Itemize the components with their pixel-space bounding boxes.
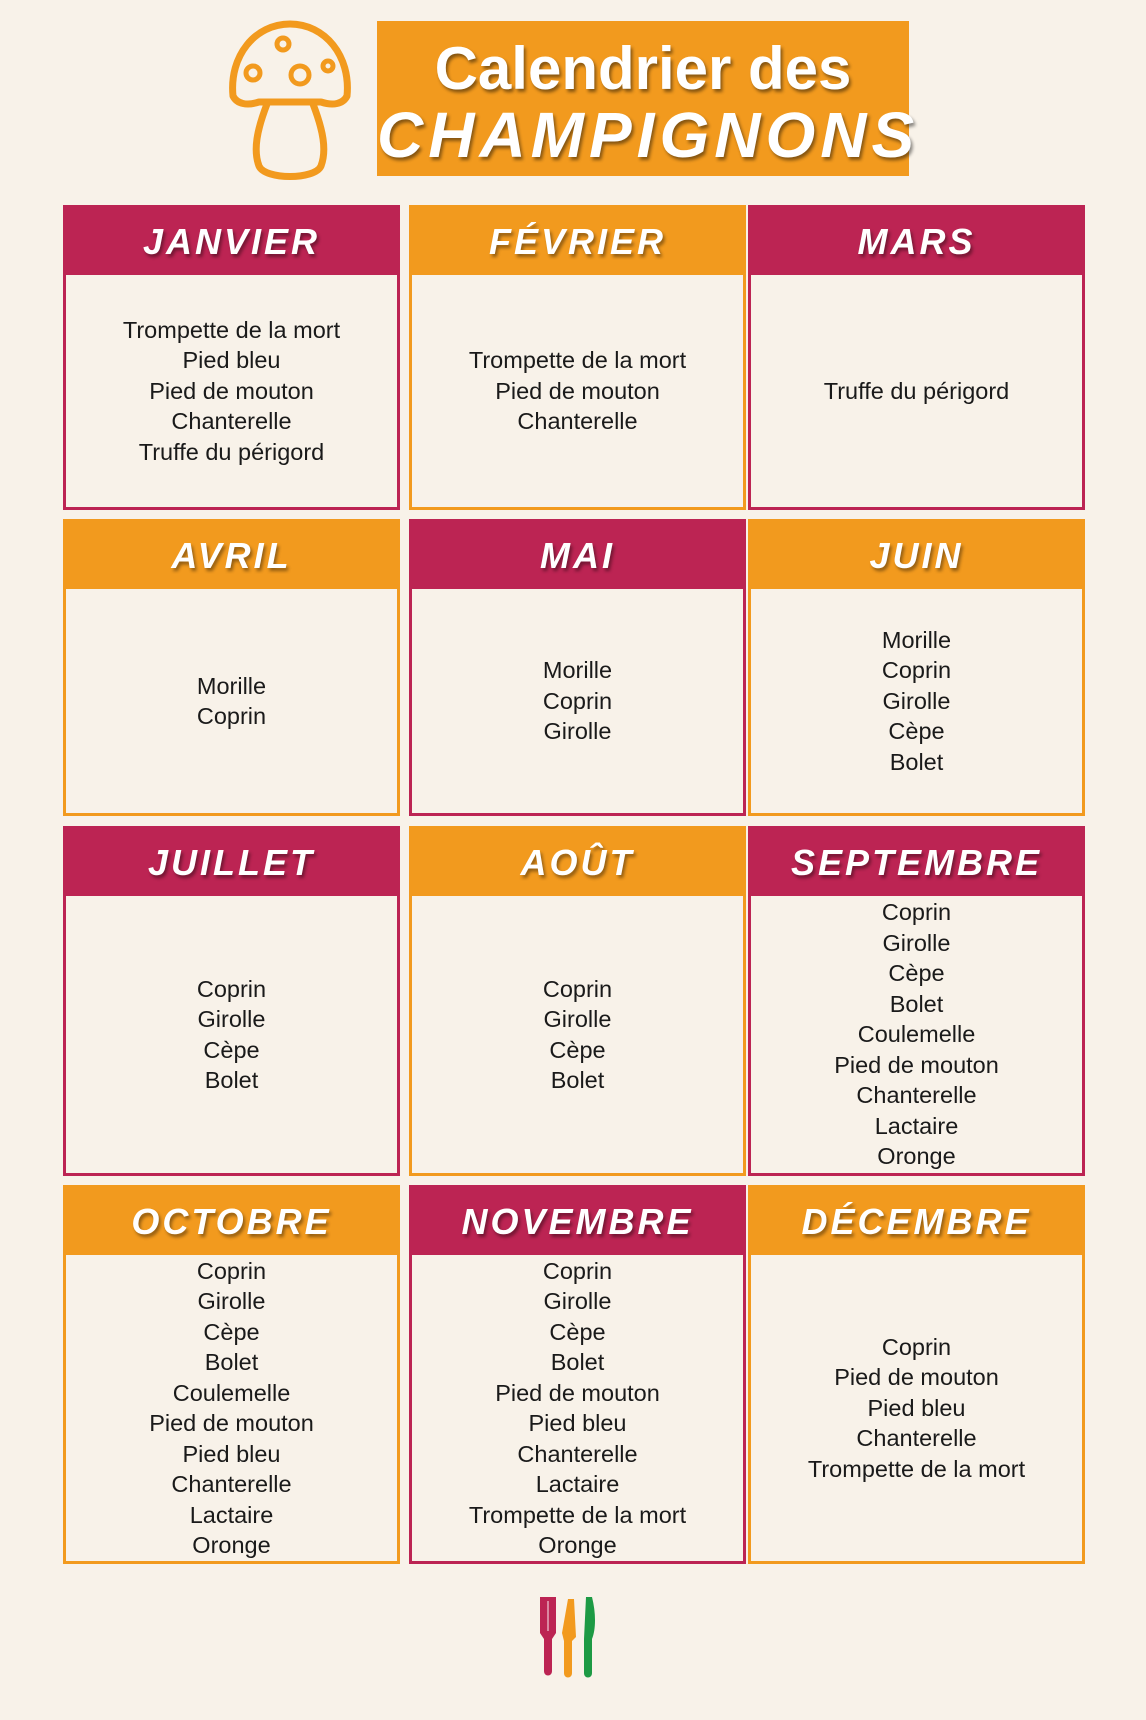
mushroom-list bbox=[66, 896, 397, 1173]
list-item: Lactaire bbox=[189, 1501, 274, 1528]
list-item: Pied de mouton bbox=[495, 1379, 660, 1406]
list-item: Chanterelle bbox=[171, 408, 292, 435]
title-line-1: Calendrier des bbox=[434, 35, 852, 102]
list-item: Coprin bbox=[881, 1333, 952, 1360]
header bbox=[0, 0, 1146, 190]
mushroom-icon bbox=[225, 20, 355, 180]
list-item: Trompette de la mort bbox=[468, 1501, 687, 1528]
list-item: Girolle bbox=[543, 1006, 612, 1032]
list-item: Morille bbox=[196, 672, 267, 699]
month-title: MARS bbox=[751, 208, 1082, 275]
list-item: Coprin bbox=[542, 1257, 613, 1284]
list-item: Bolet bbox=[204, 1067, 259, 1093]
list-item: Pied de mouton bbox=[834, 1364, 999, 1391]
mushroom-list bbox=[412, 896, 743, 1173]
list-item: Trompette de la mort bbox=[807, 1455, 1026, 1482]
mushroom-list bbox=[751, 896, 1082, 1173]
list-item: Cèpe bbox=[888, 718, 945, 745]
list-item: Cèpe bbox=[203, 1318, 260, 1345]
knives-logo-icon bbox=[534, 1593, 614, 1683]
list-item: Coulemelle bbox=[857, 1021, 976, 1048]
list-item: Lactaire bbox=[874, 1112, 959, 1139]
month-card-8 bbox=[409, 826, 746, 1176]
list-item: Coulemelle bbox=[172, 1379, 291, 1406]
list-item: Pied de mouton bbox=[834, 1051, 999, 1078]
list-item: Chanterelle bbox=[517, 1440, 638, 1467]
list-item: Oronge bbox=[538, 1532, 617, 1558]
list-item: Truffe du périgord bbox=[823, 377, 1010, 404]
list-item: Cèpe bbox=[203, 1036, 260, 1063]
month-card-9 bbox=[748, 826, 1085, 1176]
list-item: Coprin bbox=[196, 703, 267, 729]
month-title: JUIN bbox=[751, 522, 1082, 589]
list-item: Girolle bbox=[197, 1288, 266, 1314]
month-card-7 bbox=[63, 826, 400, 1176]
list-item: Coprin bbox=[196, 975, 267, 1002]
list-item: Pied de mouton bbox=[149, 1410, 314, 1436]
list-item: Pied bleu bbox=[867, 1394, 966, 1421]
month-card-12 bbox=[748, 1185, 1085, 1564]
list-item: Coprin bbox=[542, 975, 613, 1002]
mushroom-list bbox=[412, 1255, 743, 1561]
mushroom-list bbox=[412, 275, 743, 507]
month-title: AOÛT bbox=[412, 829, 743, 896]
list-item: Cèpe bbox=[888, 960, 945, 987]
list-item: Morille bbox=[881, 626, 952, 653]
list-item: Bolet bbox=[550, 1067, 605, 1093]
list-item: Coprin bbox=[542, 687, 613, 714]
list-item: Cèpe bbox=[549, 1036, 606, 1063]
month-card-5 bbox=[409, 519, 746, 816]
list-item: Pied bleu bbox=[182, 347, 281, 374]
list-item: Coprin bbox=[196, 1257, 267, 1284]
mushroom-list bbox=[751, 589, 1082, 813]
month-title: DÉCEMBRE bbox=[751, 1188, 1082, 1255]
list-item: Chanterelle bbox=[517, 408, 638, 435]
list-item: Coprin bbox=[881, 657, 952, 684]
month-title: FÉVRIER bbox=[412, 208, 743, 275]
month-card-4 bbox=[63, 519, 400, 816]
title-banner bbox=[377, 21, 920, 176]
mushroom-list bbox=[751, 275, 1082, 507]
month-card-6 bbox=[748, 519, 1085, 816]
list-item: Lactaire bbox=[535, 1471, 620, 1497]
list-item: Truffe du périgord bbox=[138, 438, 325, 465]
list-item: Girolle bbox=[882, 929, 951, 956]
list-item: Girolle bbox=[197, 1006, 266, 1032]
list-item: Girolle bbox=[543, 1288, 612, 1314]
list-item: Pied de mouton bbox=[495, 377, 660, 404]
month-title: JUILLET bbox=[66, 829, 397, 896]
list-item: Trompette de la mort bbox=[122, 316, 341, 343]
list-item: Oronge bbox=[192, 1532, 271, 1558]
list-item: Bolet bbox=[204, 1349, 259, 1375]
list-item: Coprin bbox=[881, 899, 952, 926]
month-title: MAI bbox=[412, 522, 743, 589]
mushroom-list bbox=[66, 1255, 397, 1561]
month-card-1 bbox=[63, 205, 400, 510]
list-item: Chanterelle bbox=[856, 1082, 977, 1109]
list-item: Pied bleu bbox=[528, 1410, 627, 1436]
list-item: Bolet bbox=[889, 748, 944, 775]
list-item: Girolle bbox=[882, 687, 951, 714]
mushroom-list bbox=[66, 275, 397, 507]
list-item: Pied bleu bbox=[182, 1440, 281, 1467]
month-title: OCTOBRE bbox=[66, 1188, 397, 1255]
list-item: Trompette de la mort bbox=[468, 347, 687, 374]
list-item: Pied de mouton bbox=[149, 377, 314, 404]
month-title: NOVEMBRE bbox=[412, 1188, 743, 1255]
month-title: AVRIL bbox=[66, 522, 397, 589]
list-item: Bolet bbox=[550, 1349, 605, 1375]
list-item: Oronge bbox=[877, 1143, 956, 1170]
mushroom-list bbox=[66, 589, 397, 813]
month-card-11 bbox=[409, 1185, 746, 1564]
list-item: Morille bbox=[542, 657, 613, 684]
list-item: Chanterelle bbox=[171, 1471, 292, 1497]
mushroom-list bbox=[751, 1255, 1082, 1561]
month-card-3 bbox=[748, 205, 1085, 510]
list-item: Girolle bbox=[543, 718, 612, 745]
month-title: SEPTEMBRE bbox=[751, 829, 1082, 896]
month-card-10 bbox=[63, 1185, 400, 1564]
list-item: Cèpe bbox=[549, 1318, 606, 1345]
list-item: Chanterelle bbox=[856, 1425, 977, 1452]
month-title: JANVIER bbox=[66, 208, 397, 275]
list-item: Bolet bbox=[889, 990, 944, 1017]
title-line-2: CHAMPIGNONS bbox=[377, 99, 920, 171]
mushroom-list bbox=[412, 589, 743, 813]
month-card-2 bbox=[409, 205, 746, 510]
